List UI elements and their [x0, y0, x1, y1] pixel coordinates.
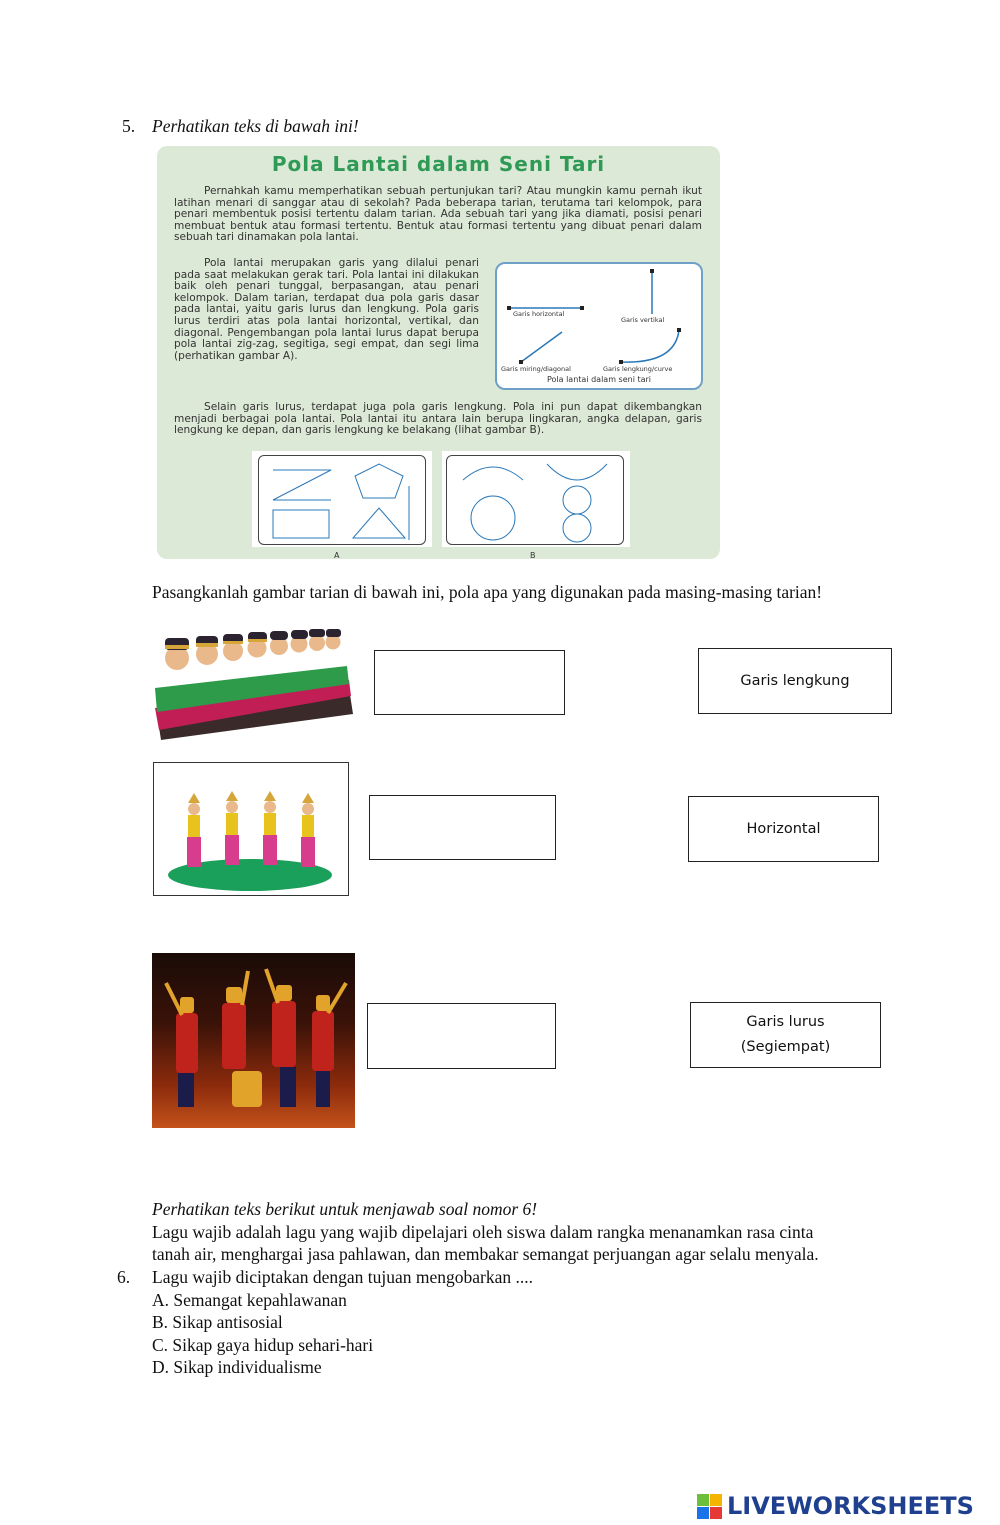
liveworksheets-logo	[697, 1492, 997, 1522]
book-title: Pola Lantai dalam Seni Tari	[271, 152, 606, 176]
question-number: 5.	[122, 116, 136, 136]
reading-intro: Perhatikan teks berikut untuk menjawab soal nomor 6!	[152, 1199, 538, 1219]
stage-dancers-photo	[152, 953, 355, 1128]
answer-card-garis-lurus[interactable]	[690, 1002, 881, 1068]
dance-image-balinese	[153, 762, 349, 896]
book-paragraph-2: Pola lantai merupakan garis yang dilalui penari pada saat melakukan gerak tari. Pola lantai ini dilakukan baik oleh penari tunggal, berpasangan, atau penari kelompok. Dalam tarian, terdapat dua pola garis dasar pada lantai, yaitu garis lurus dan lengkung. Pola garis lurus terdiri atas pola lantai horizontal, vertikal, dan diagonal. Pengembangan pola lantai lurus dapat berupa pola lantai zig-zag, segitiga, segi empat, dan segi lima (perhatikan gambar A).	[174, 257, 479, 362]
dance-image-saman	[153, 618, 353, 740]
answer-card-line1: Garis lengkung	[740, 672, 850, 689]
seated-dancers-illustration	[153, 618, 353, 740]
label-diagonal: Garis miring/diagonal	[501, 365, 571, 373]
question6-number: 6.	[117, 1267, 131, 1287]
question6-prompt: Lagu wajib diciptakan dengan tujuan mengobarkan ....	[152, 1267, 533, 1287]
answer-dropzone-1[interactable]	[374, 650, 565, 715]
liveworksheets-logo-text: LIVEWORKSHEETS	[727, 1492, 974, 1520]
book-paragraph-3: Selain garis lurus, terdapat juga pola garis lengkung. Pola ini pun dapat dikembangkan menjadi berbagai pola lantai. Pola lantai itu antara lain berupa lingkaran, angka delapan, garis lengkung ke depan, dan garis lengkung ke belakang (lihat gambar B).	[174, 401, 702, 437]
textbook-panel	[157, 146, 720, 559]
answer-card-horizontal[interactable]	[688, 796, 879, 862]
option-a[interactable]: A. Semangat kepahlawanan	[152, 1290, 347, 1310]
answer-card-line2: (Segiempat)	[740, 1039, 831, 1055]
option-b[interactable]: B. Sikap antisosial	[152, 1312, 283, 1332]
dance-image-stage-photo	[152, 953, 355, 1128]
book-paragraph-1: Pernahkah kamu memperhatikan sebuah pertunjukan tari? Atau mungkin kamu pernah ikut latihan menari di sanggar atau di sekolah? Pada beberapa tarian, terutama tari kelompok, para penari membentuk posisi tertentu dalam tarian. Ada sebuah tari yang jika diamati, posisi penari membuat bentuk atau formasi tertentu. Bentuk atau formasi tertentu yang dibuat penari dalam sebuah tari dinamakan pola lantai.	[174, 185, 702, 244]
liveworksheets-logo-icon	[697, 1494, 723, 1520]
label-vertical: Garis vertikal	[621, 316, 665, 324]
label-curve: Garis lengkung/curve	[603, 365, 673, 373]
line-pattern-diagram	[495, 262, 703, 390]
curve-patterns-svg	[447, 456, 623, 544]
reading-line-1: Lagu wajib adalah lagu yang wajib dipelajari oleh siswa dalam rangka menanamkan rasa cinta	[152, 1222, 814, 1242]
straight-patterns-svg	[259, 456, 425, 544]
figure-a-label: A	[334, 551, 340, 560]
matching-instruction: Pasangkanlah gambar tarian di bawah ini, pola apa yang digunakan pada masing-masing tarian!	[152, 582, 823, 602]
option-c[interactable]: C. Sikap gaya hidup sehari-hari	[152, 1335, 374, 1355]
answer-dropzone-3[interactable]	[367, 1003, 556, 1069]
option-d[interactable]: D. Sikap individualisme	[152, 1357, 322, 1377]
answer-dropzone-2[interactable]	[369, 795, 556, 860]
figure-a	[252, 451, 432, 560]
standing-dancers-illustration	[154, 763, 348, 895]
answer-card-line1: Horizontal	[746, 820, 821, 837]
answer-card-line1: Garis lurus	[746, 1014, 825, 1030]
reading-line-2: tanah air, menghargai jasa pahlawan, dan membakar semangat perjuangan agar selalu menyala.	[152, 1244, 819, 1264]
answer-card-garis-lengkung[interactable]	[698, 648, 892, 714]
figure-b	[442, 451, 630, 560]
question-prompt: Perhatikan teks di bawah ini!	[152, 116, 359, 136]
label-horizontal: Garis horizontal	[513, 310, 565, 318]
figure-b-label: B	[530, 551, 536, 560]
diagram-caption: Pola lantai dalam seni tari	[546, 375, 652, 384]
